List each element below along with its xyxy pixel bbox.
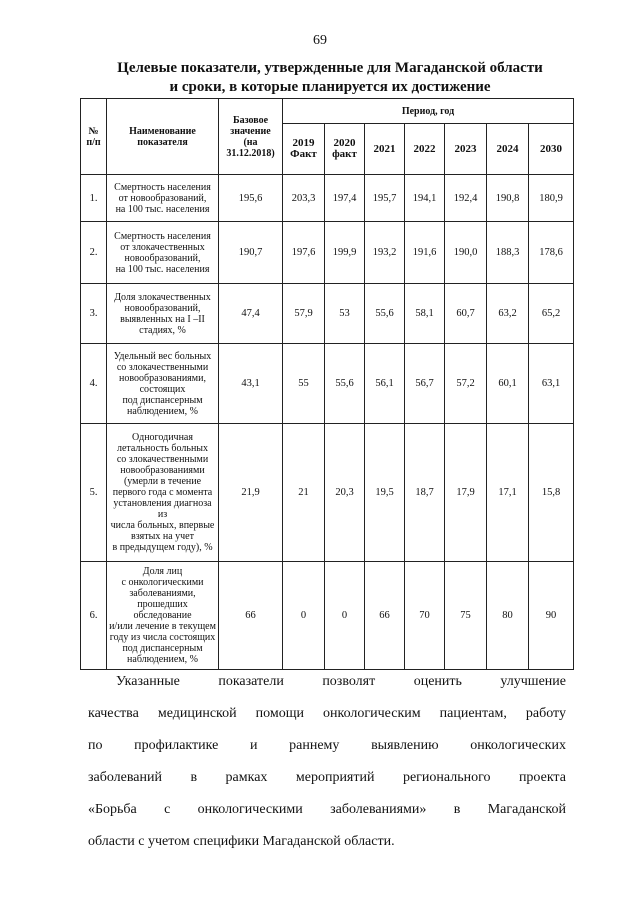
base-value: 190,7 (219, 222, 283, 284)
year-value: 21 (283, 424, 325, 562)
paragraph-line: качества медицинской помощи онкологическим пациентам, работу (88, 706, 566, 721)
indicator-name: Удельный вес больных со злокачественными новообразованиями, состоящих под диспансерным наблюдением, % (107, 344, 219, 424)
year-value: 15,8 (529, 424, 574, 562)
header-year: 2020 факт (325, 124, 365, 175)
indicators-table (80, 98, 574, 670)
year-value: 65,2 (529, 284, 574, 344)
year-value: 190,8 (487, 175, 529, 222)
indicator-name: Доля злокачественных новообразований, выявленных на I –II стадиях, % (107, 284, 219, 344)
year-value: 180,9 (529, 175, 574, 222)
indicator-name: Доля лиц с онкологическими заболеваниями, прошедших обследование и/или лечение в текущем году из числа состоящих под диспансерным наблюдением, % (107, 562, 219, 670)
year-value: 90 (529, 562, 574, 670)
year-value: 178,6 (529, 222, 574, 284)
year-value: 53 (325, 284, 365, 344)
base-value: 47,4 (219, 284, 283, 344)
year-value: 197,6 (283, 222, 325, 284)
year-value: 55,6 (365, 284, 405, 344)
year-value: 19,5 (365, 424, 405, 562)
year-value: 0 (283, 562, 325, 670)
paragraph-line: по профилактике и раннему выявлению онкологических (88, 738, 566, 753)
year-value: 70 (405, 562, 445, 670)
table-row (81, 424, 574, 562)
header-name: Наименование показателя (107, 99, 219, 175)
page-number: 69 (313, 33, 327, 48)
year-value: 17,1 (487, 424, 529, 562)
year-value: 56,7 (405, 344, 445, 424)
year-value: 199,9 (325, 222, 365, 284)
year-value: 63,1 (529, 344, 574, 424)
row-number: 1. (81, 175, 107, 222)
year-value: 203,3 (283, 175, 325, 222)
year-value: 57,2 (445, 344, 487, 424)
header-year: 2019 Факт (283, 124, 325, 175)
paragraph-line: области с учетом специфики Магаданской области. (88, 834, 395, 849)
table-row (81, 344, 574, 424)
year-value: 190,0 (445, 222, 487, 284)
paragraph-line: Указанные показатели позволят оценить улучшение (116, 674, 566, 689)
year-value: 20,3 (325, 424, 365, 562)
year-value: 60,7 (445, 284, 487, 344)
year-value: 194,1 (405, 175, 445, 222)
year-value: 60,1 (487, 344, 529, 424)
year-value: 57,9 (283, 284, 325, 344)
row-number: 3. (81, 284, 107, 344)
row-number: 2. (81, 222, 107, 284)
indicator-name: Смертность населения от злокачественных новообразований, на 100 тыс. населения (107, 222, 219, 284)
year-value: 193,2 (365, 222, 405, 284)
header-period: Период, год (283, 99, 574, 124)
header-year: 2030 (529, 124, 574, 175)
base-value: 66 (219, 562, 283, 670)
year-value: 188,3 (487, 222, 529, 284)
table-row (81, 284, 574, 344)
paragraph-line: заболеваний в рамках мероприятий регионального проекта (88, 770, 566, 785)
base-value: 21,9 (219, 424, 283, 562)
year-value: 195,7 (365, 175, 405, 222)
year-value: 0 (325, 562, 365, 670)
year-value: 56,1 (365, 344, 405, 424)
table-row (81, 562, 574, 670)
header-year: 2024 (487, 124, 529, 175)
year-value: 75 (445, 562, 487, 670)
row-number: 5. (81, 424, 107, 562)
header-base: Базовое значение (на 31.12.2018) (219, 99, 283, 175)
document-title (60, 59, 600, 97)
header-year: 2021 (365, 124, 405, 175)
row-number: 4. (81, 344, 107, 424)
year-value: 55,6 (325, 344, 365, 424)
year-value: 197,4 (325, 175, 365, 222)
indicator-name: Смертность населения от новообразований, на 100 тыс. населения (107, 175, 219, 222)
year-value: 58,1 (405, 284, 445, 344)
year-value: 18,7 (405, 424, 445, 562)
table-row (81, 175, 574, 222)
table-row (81, 222, 574, 284)
row-number: 6. (81, 562, 107, 670)
base-value: 43,1 (219, 344, 283, 424)
header-year: 2023 (445, 124, 487, 175)
base-value: 195,6 (219, 175, 283, 222)
year-value: 55 (283, 344, 325, 424)
header-num: № п/п (81, 99, 107, 175)
title-line: и сроки, в которые планируется их достижение (169, 79, 491, 95)
year-value: 17,9 (445, 424, 487, 562)
year-value: 192,4 (445, 175, 487, 222)
indicator-name: Одногодичная летальность больных со злокачественными новообразованиями (умерли в течение первого года с момента установления диагноза из числа больных, впервые взятых на учет в предыдущем году), % (107, 424, 219, 562)
title-line: Целевые показатели, утвержденные для Магаданской области (117, 60, 543, 76)
year-value: 63,2 (487, 284, 529, 344)
paragraph-line: «Борьба с онкологическими заболеваниями» в Магаданской (88, 802, 566, 817)
year-value: 80 (487, 562, 529, 670)
year-value: 191,6 (405, 222, 445, 284)
header-year: 2022 (405, 124, 445, 175)
year-value: 66 (365, 562, 405, 670)
body-paragraph (88, 666, 566, 858)
